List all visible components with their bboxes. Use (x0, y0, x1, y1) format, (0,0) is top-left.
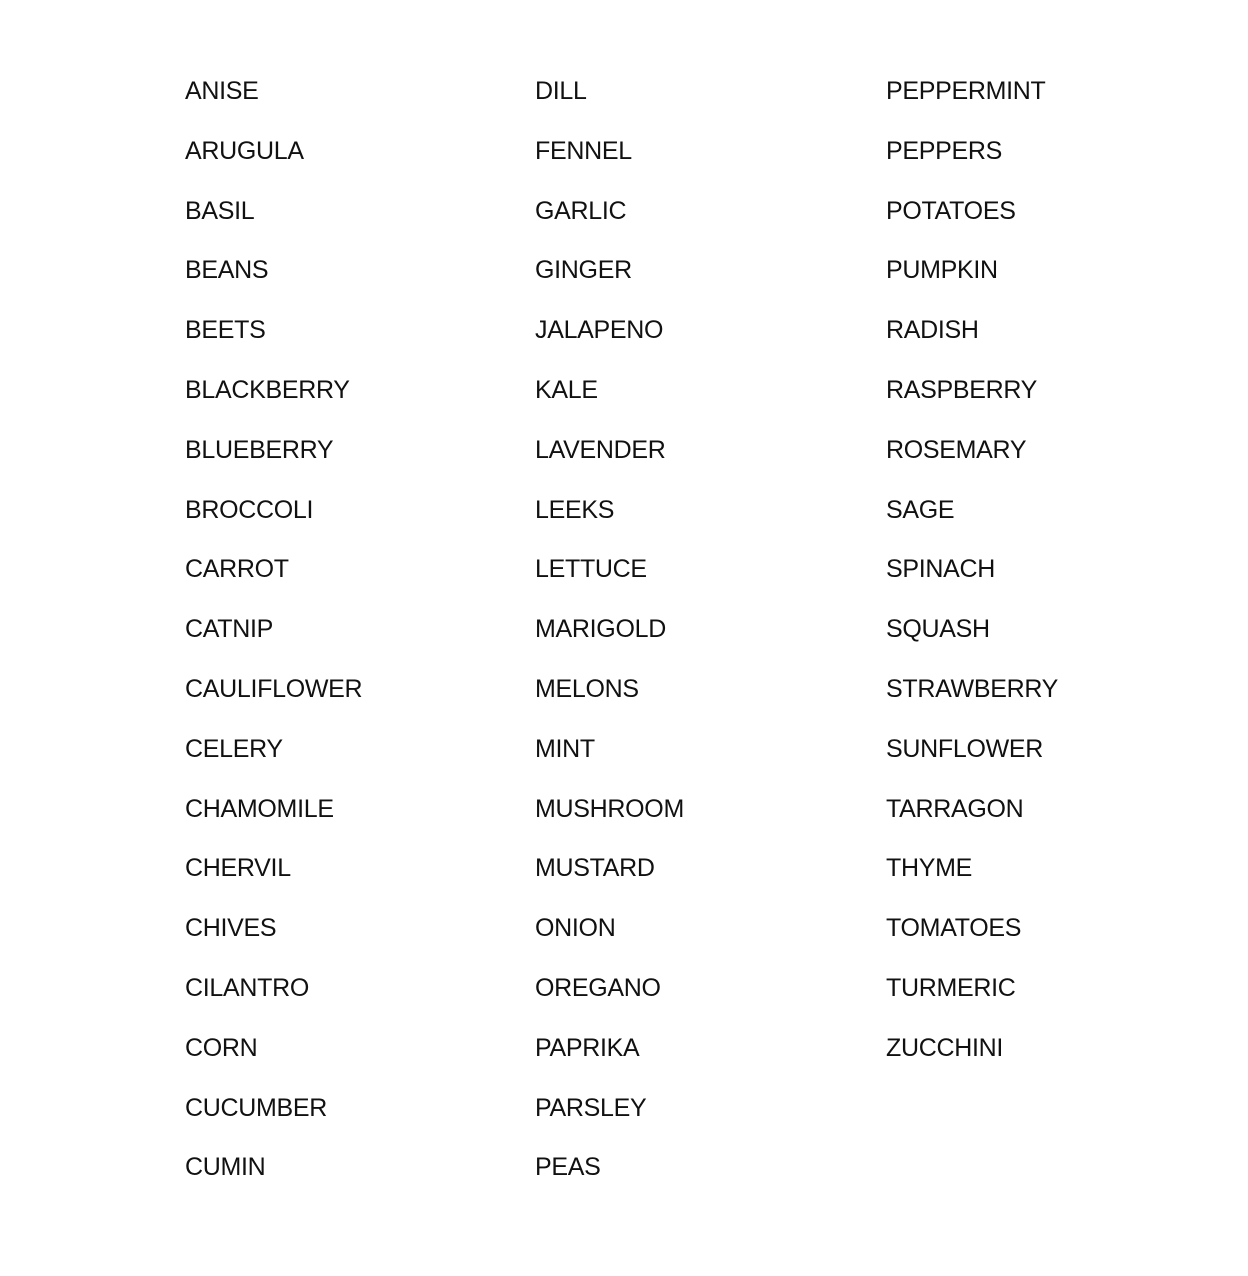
word-item: GINGER (535, 256, 632, 285)
word-item: SQUASH (886, 615, 990, 644)
word-column-2 (535, 74, 684, 1210)
word-item: PAPRIKA (535, 1033, 640, 1062)
word-item: KALE (535, 375, 598, 404)
word-item: BLACKBERRY (185, 375, 350, 404)
word-item: ARUGULA (185, 136, 304, 165)
word-column-1 (185, 74, 362, 1210)
word-item: TURMERIC (886, 973, 1016, 1002)
word-item: TOMATOES (886, 914, 1022, 943)
word-item: MELONS (535, 674, 639, 703)
word-item: MINT (535, 734, 595, 763)
word-item: CUMIN (185, 1153, 266, 1182)
word-item: CHERVIL (185, 854, 291, 883)
word-item: SPINACH (886, 555, 996, 584)
word-item: GARLIC (535, 196, 627, 225)
word-item: MUSTARD (535, 854, 655, 883)
word-item: LETTUCE (535, 555, 647, 584)
word-item: PARSLEY (535, 1093, 647, 1122)
word-item: JALAPENO (535, 316, 664, 345)
word-item: ONION (535, 914, 616, 943)
word-item: CORN (185, 1033, 258, 1062)
word-item: PUMPKIN (886, 256, 998, 285)
word-item: ANISE (185, 77, 259, 105)
word-item: BROCCOLI (185, 495, 314, 524)
word-list (185, 74, 1185, 1214)
word-item: SUNFLOWER (886, 734, 1044, 763)
word-item: CATNIP (185, 615, 274, 644)
word-item: RASPBERRY (886, 375, 1038, 404)
word-item: OREGANO (535, 973, 661, 1002)
word-item: LEEKS (535, 495, 615, 524)
word-item: DILL (535, 77, 587, 105)
word-item: STRAWBERRY (886, 674, 1059, 703)
word-item: BLUEBERRY (185, 435, 334, 464)
word-item: MUSHROOM (535, 794, 684, 823)
word-item: ROSEMARY (886, 435, 1027, 464)
word-item: CHAMOMILE (185, 794, 334, 823)
word-item: BEETS (185, 316, 266, 345)
word-item: CUCUMBER (185, 1093, 328, 1122)
word-item: POTATOES (886, 196, 1016, 225)
word-item: CELERY (185, 734, 283, 763)
word-item: FENNEL (535, 136, 632, 165)
word-item: CHIVES (185, 914, 277, 943)
word-item: THYME (886, 854, 973, 883)
word-item: BEANS (185, 256, 269, 285)
word-item: LAVENDER (535, 435, 666, 464)
word-item: MARIGOLD (535, 615, 666, 644)
word-item: CARROT (185, 555, 289, 584)
word-item: ZUCCHINI (886, 1033, 1004, 1062)
word-item: PEAS (535, 1153, 601, 1182)
word-item: RADISH (886, 316, 979, 345)
word-item: CAULIFLOWER (185, 674, 363, 703)
word-item: SAGE (886, 495, 955, 524)
word-column-3 (886, 74, 1058, 1091)
word-item: CILANTRO (185, 973, 310, 1002)
word-item: TARRAGON (886, 794, 1024, 823)
word-item: PEPPERS (886, 136, 1003, 165)
word-item: PEPPERMINT (886, 77, 1046, 105)
word-item: BASIL (185, 196, 255, 225)
